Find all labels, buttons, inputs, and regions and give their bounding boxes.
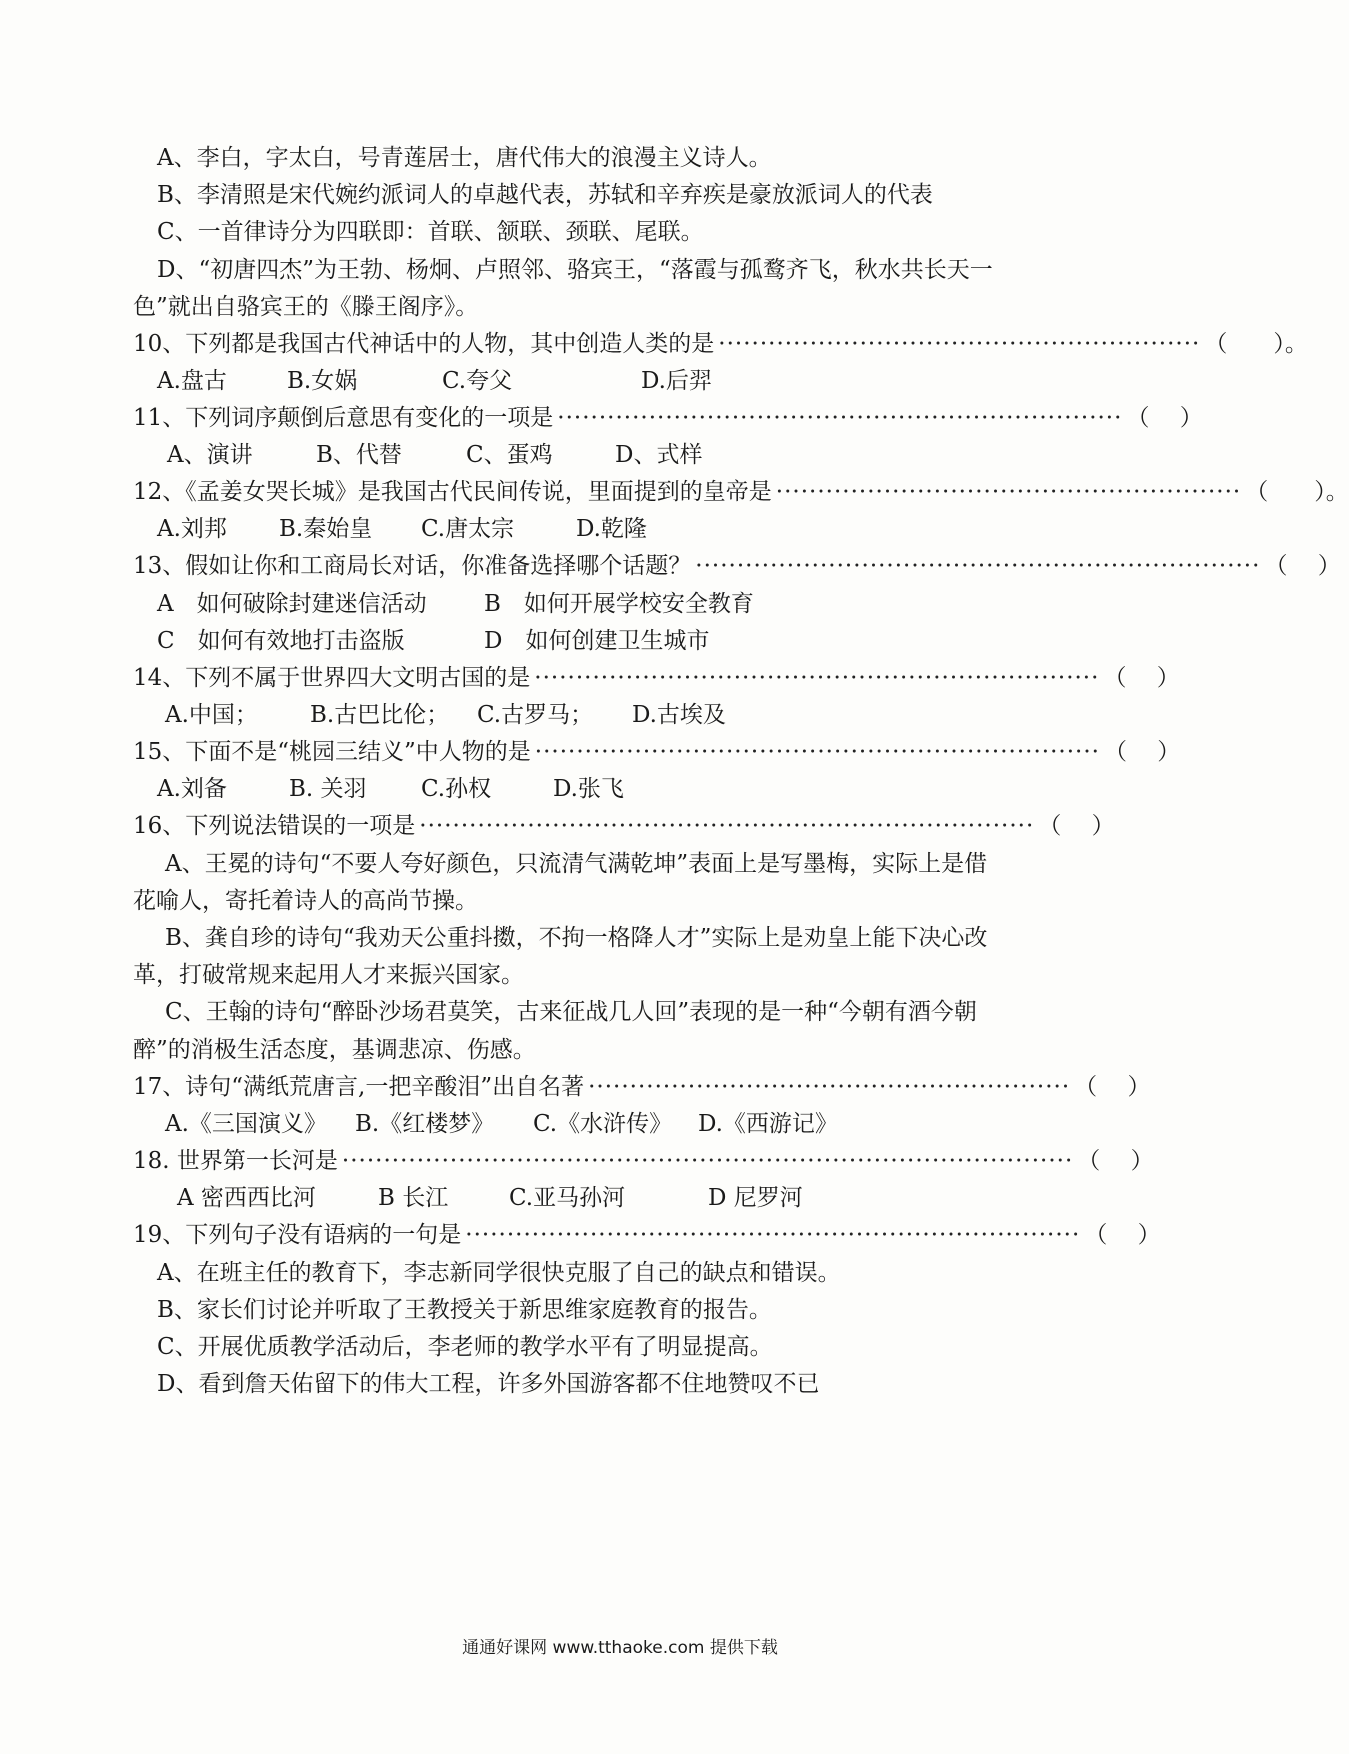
question-15 <box>133 737 1181 767</box>
q18-option-a: A 密西西比河 <box>177 1185 316 1211</box>
question-19 <box>133 1220 1161 1250</box>
question-text: 18. 世界第一长河是 <box>133 1148 338 1174</box>
question-text: 14、下列不属于世界四大文明古国的是 <box>133 665 531 691</box>
q13-option-b: B 如何开展学校安全教育 <box>484 591 754 617</box>
q10-option-a: A.盘古 <box>157 368 227 394</box>
q14-option-a: A.中国； <box>165 702 258 728</box>
question-text: 13、假如让你和工商局长对话，你准备选择哪个话题？ <box>133 553 692 579</box>
answer-blank: （ ） <box>1264 553 1341 579</box>
q16-option-c-line1: C、王翰的诗句“醉卧沙场君莫笑，古来征战几人回”表现的是一种“今朝有酒今朝 <box>165 999 977 1025</box>
question-11 <box>133 403 1203 433</box>
q15-option-c: C.孙权 <box>421 776 492 802</box>
q9-option-a: A、李白，字太白，号青莲居士，唐代伟大的浪漫主义诗人。 <box>157 145 772 171</box>
q10-option-c: C.夸父 <box>442 368 513 394</box>
question-text: 11、下列词序颠倒后意思有变化的一项是 <box>133 405 554 431</box>
q9-option-d-line1: D、“初唐四杰”为王勃、杨炯、卢照邻、骆宾王，“落霞与孤鹜齐飞，秋水共长天一 <box>157 257 993 283</box>
q19-option-d: D、看到詹天佑留下的伟大工程，许多外国游客都不住地赞叹不已 <box>157 1371 820 1397</box>
answer-blank: （ ） <box>1084 1222 1161 1248</box>
q9-option-b: B、李清照是宋代婉约派词人的卓越代表，苏轼和辛弃疾是豪放派词人的代表 <box>157 182 933 208</box>
answer-blank: （ ） <box>1077 1148 1154 1174</box>
leader-dots: ·························································· <box>718 331 1201 357</box>
q16-option-b-line2: 革，打破常规来起用人才来振兴国家。 <box>133 962 524 988</box>
answer-blank: （ ） <box>1126 405 1203 431</box>
q17-option-c: C.《水浒传》 <box>533 1111 673 1137</box>
page-footer: 通通好课网 www.tthaoke.com 提供下载 <box>462 1638 778 1658</box>
leader-dots: ························································································ <box>341 1148 1074 1174</box>
leader-dots: ·························································· <box>588 1074 1071 1100</box>
question-16 <box>133 811 1115 841</box>
q15-option-a: A.刘备 <box>157 776 227 802</box>
question-text: 10、下列都是我国古代神话中的人物，其中创造人类的是 <box>133 331 715 357</box>
answer-blank: （ ） <box>1103 739 1181 765</box>
q9-option-c: C、一首律诗分为四联即：首联、颔联、颈联、尾联。 <box>157 219 704 245</box>
q17-option-a: A.《三国演义》 <box>165 1111 327 1137</box>
q19-option-c: C、开展优质教学活动后，李老师的教学水平有了明显提高。 <box>157 1334 773 1360</box>
q14-option-b: B.古巴比伦； <box>310 702 450 728</box>
question-10 <box>133 329 1308 359</box>
answer-blank: （ ） <box>1038 813 1115 839</box>
q18-option-c: C.亚马孙河 <box>509 1185 626 1211</box>
answer-blank: （ ） <box>1074 1074 1151 1100</box>
q18-option-b: B 长江 <box>378 1185 449 1211</box>
leader-dots: ·········································································· <box>419 813 1035 839</box>
q13-option-d: D 如何创建卫生城市 <box>484 628 710 654</box>
question-17 <box>133 1072 1151 1102</box>
q17-option-b: B.《红楼梦》 <box>355 1111 495 1137</box>
q11-option-a: A、演讲 <box>167 442 253 468</box>
q14-option-d: D.古埃及 <box>632 702 726 728</box>
q15-option-b: B. 关羽 <box>289 776 367 802</box>
leader-dots: ···································································· <box>534 665 1100 691</box>
q12-option-d: D.乾隆 <box>576 516 647 542</box>
q12-option-a: A.刘邦 <box>157 516 227 542</box>
q11-option-c: C、蛋鸡 <box>466 442 553 468</box>
q12-option-b: B.秦始皇 <box>279 516 373 542</box>
question-text: 17、诗句“满纸荒唐言,一把辛酸泪”出自名著 <box>133 1074 585 1100</box>
q16-option-c-line2: 醉”的消极生活态度，基调悲凉、伤感。 <box>133 1037 536 1063</box>
q11-option-b: B、代替 <box>316 442 402 468</box>
q13-option-a: A 如何破除封建迷信活动 <box>157 591 427 617</box>
question-text: 12、《孟姜女哭长城》是我国古代民间传说，里面提到的皇帝是 <box>133 479 772 505</box>
answer-blank: （ ）。 <box>1204 331 1308 357</box>
leader-dots: ························································ <box>775 479 1242 505</box>
question-text: 19、下列句子没有语病的一句是 <box>133 1222 462 1248</box>
q16-option-b-line1: B、龚自珍的诗句“我劝天公重抖擞，不拘一格降人才”实际上是劝皇上能下决心改 <box>165 925 988 951</box>
leader-dots: ···································································· <box>557 405 1123 431</box>
q15-option-d: D.张飞 <box>553 776 624 802</box>
leader-dots: ···································································· <box>695 553 1261 579</box>
q19-option-b: B、家长们讨论并听取了王教授关于新思维家庭教育的报告。 <box>157 1297 772 1323</box>
leader-dots: ···································································· <box>534 739 1100 765</box>
q16-option-a-line2: 花喻人，寄托着诗人的高尚节操。 <box>133 888 478 914</box>
q13-option-c: C 如何有效地打击盗版 <box>157 628 405 654</box>
q16-option-a-line1: A、王冕的诗句“不要人夸好颜色，只流清气满乾坤”表面上是写墨梅，实际上是借 <box>165 851 988 877</box>
q10-option-b: B.女娲 <box>287 368 358 394</box>
question-text: 15、下面不是“桃园三结义”中人物的是 <box>133 739 531 765</box>
q17-option-d: D.《西游记》 <box>698 1111 838 1137</box>
q19-option-a: A、在班主任的教育下，李志新同学很快克服了自己的缺点和错误。 <box>157 1260 841 1286</box>
question-13 <box>133 551 1341 581</box>
question-text: 16、下列说法错误的一项是 <box>133 813 416 839</box>
question-18 <box>133 1146 1154 1176</box>
question-14 <box>133 663 1180 693</box>
q14-option-c: C.古罗马； <box>477 702 594 728</box>
question-12 <box>133 477 1349 507</box>
leader-dots: ·········································································· <box>465 1222 1081 1248</box>
q18-option-d: D 尼罗河 <box>708 1185 803 1211</box>
answer-blank: （ ） <box>1103 665 1180 691</box>
answer-blank: （ ）。 <box>1245 479 1349 505</box>
q12-option-c: C.唐太宗 <box>421 516 515 542</box>
q11-option-d: D、式样 <box>615 442 703 468</box>
q9-option-d-line2: 色”就出自骆宾王的《滕王阁序》。 <box>133 294 479 320</box>
q10-option-d: D.后羿 <box>641 368 712 394</box>
